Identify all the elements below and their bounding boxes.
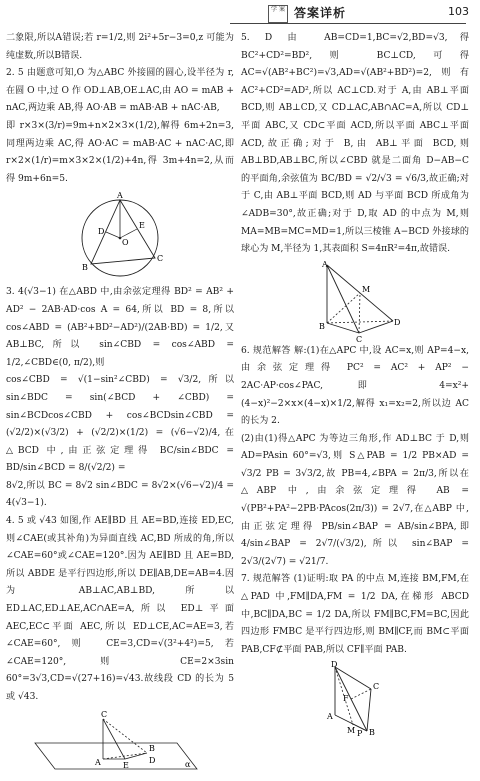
tetrahedron-figure [309,259,401,343]
answer-3-part-2: cos∠CBD = √(1−sin²∠CBD) = √3/2,所以 sin∠BDC = sin(∠BCD + ∠CBD) = sin∠BCDcos∠CBD + cos∠BCDsin∠CBD = (√2/2)×(√3/2) + (√2/2)×(1/2) = (√6−√2)/4,在△BCD 中,由正弦定理得 BC/sin∠BDC = BD/sin∠BCD = 8/(√2/2) = [6,375,234,474]
answer-6-part-1: 6. 规范解答 解:(1)在△APC 中,设 AC=x,则 AP=4−x,由余弦定理得 PC² = AC² + AP² − 2AC·AP·cos∠PAC,即 4=x²+(4−x)²−2×x×(4−x)×1/2,解得 x₁=x₂=2,所以边 AC 的长为 2. [241,345,469,427]
circle-triangle-figure [67,188,173,284]
label-E: E [123,760,129,770]
label-M: M [362,284,371,294]
answer-1-tail: 二象限,所以A错误;若 r=1/2,则 2i²+5r−3=0,z 可能为纯虚数,所以B错误. [6,33,234,61]
parallelogram-figure [25,707,215,781]
label-D: D [98,227,105,237]
page-number: 103 [448,5,469,18]
header-rule [230,23,466,24]
label-alpha: α [185,759,191,769]
label-A: A [327,712,333,722]
label-B: B [319,321,325,331]
label-C: C [101,709,108,719]
label-E: E [139,221,145,231]
label-B: B [369,728,375,738]
label-M: M [347,726,356,736]
header-title: 答案详析 [294,6,347,20]
answer-3-part-1: 3. 4(√3−1) 在△ABD 中,由余弦定理得 BD² = AB² + AD² − 2AB·AD·cos A = 64,所以 BD = 8,所以 cos∠ABD = (AB²+BD²−AD²)/(2AB·BD) = 1/2,又 AB⊥BC,所以 sin∠CBD = cos∠ABD = 1/2,∠CBD∈(0, π/2),则 [6,287,234,368]
label-A: A [95,757,101,767]
label-D: D [331,660,338,670]
answer-2-part-2: 即 r×3×(3/r)=9m+n×2×3×(1/2),解得 6m+2n=3,同理两边乘 AC,得 AO·AC = mAB·AC + nAC·AC,即 r×2×(1/r)=m×3×2×(1/2)+4n,得 3m+4n=2,从而得 9m+6n=5. [6,120,234,184]
label-P: P [357,729,363,738]
label-B: B [82,263,88,273]
answer-2-part-1: 2. 5 由题意可知,O 为△ABC 外接圆的圆心,设半径为 r,在圆 O 中,过 O 作 OD⊥AB,OE⊥AC,由 AO = mAB + nAC,两边乘 AB,得 AO·AB = mAB·AB + nAC·AB, [6,68,234,114]
label-D: D [149,755,156,765]
answer-7: 7. 规范解答 (1)证明:取 PA 的中点 M,连接 BM,FM,在△PAD 中,FM∥DA,FM = 1/2 DA,在梯形 ABCD 中,BC∥DA,BC = 1/2 DA,所以 FM∥BC,FM=BC,因此四边形 FMBC 是平行四边形,则 BM∥CF,而 BM⊂平面 PAB,CF⊄平面 PAB,所以 CF∥平面 PAB. [241,574,469,655]
label-C: C [157,254,164,264]
left-column [6,30,234,781]
answer-5: 5. D 由 AB=CD=1,BC=√2,BD=√3,得 BC²+CD²=BD²,则 BC⊥CD,可得 AC=√(AB²+BC²)=√3,AD=√(AB²+BD²)=2,则有 AC²+CD²=AD²,所以 AC⊥CD.对于 A,由 AB⊥平面 BCD,则 AB⊥CD,又 CD⊥AC,AB∩AC=A,所以 CD⊥平面 ABC,又 CD⊂平面 ACD,所以平面 ABC⊥平面 ACD,故正确;对于 B,由 AB⊥平面 BCD,则 AB⊥BD,AB⊥BC,所以∠CBD 就是二面角 D−AB−C 的平面角,余弦值为 BC/BD = √2/√3 = √6/3,故正确;对于 C,由 AB⊥平面 BCD,则 AD 与平面 BCD 所成角为∠ADB=30°,故正确;对于 D,取 AD 的中点为 M,则 MA=MB=MC=MD=1,所以三棱锥 A−BCD 外接球的球心为 M,半径为 1,其表面积 S=4πR²=4π,故错误. [241,33,469,255]
right-column [241,30,469,737]
page-header [0,0,480,26]
answer-6-part-2: (2)由(1)得△APC 为等边三角形,作 AD⊥BC 于 D,则 AD=PAsin 60°=√3,则 S△PAB = 1/2 PB×AD = √3/2 PB = 3√3/2,故 PB=4,∠BPA = 2π/3,所以在△ABP 中,由余弦定理得 AB = √(PB²+PA²−2PB·PAcos(2π/3)) = 2√7,在△ABP 中,由正弦定理得 PB/sin∠BAP = AB/sin∠BPA,即 4/sin∠BAP = 2√7/(√3/2),所以 sin∠BAP = 2√3/(2√7) = √21/7. [241,433,469,567]
label-F: F [343,694,349,704]
label-B: B [149,743,155,753]
label-D: D [394,317,401,327]
label-O: O [122,238,129,248]
answer-3-part-3: 8√2,所以 BC = 8√2 sin∠BDC = 8√2×(√6−√2)/4 = 4(√3−1). [6,480,234,509]
pyramid-figure [315,659,395,737]
label-C: C [356,334,363,343]
answer-4: 4. 5 或 √43 如图,作 AE∥BD 且 AE=BD,连接 ED,EC,则∠CAE(或其补角)为异面直线 AC,BD 所成的角,所以∠CAE=60°或∠CAE=120°.因为 AE∥BD 且 AE=BD,所以 ABDE 是平行四边形,所以 DE∥AB,DE=AB=4.因为 AB⊥AC,AB⊥BD,所以 ED⊥AC,ED⊥AE,AC∩AE=A,所以 ED⊥平面 AEC,EC⊂平面 AEC,所以 ED⊥CE,AC=AE=3,若∠CAE=60°,则 CE=3,CD=√(3²+4²)=5,若∠CAE=120°,则 CE=2×3sin 60°=3√3,CD=√(27+16)=√43.故线段 CD 的长为 5 或 √43. [6,516,234,702]
label-C: C [373,682,380,692]
label-A: A [117,191,123,201]
logo-icon: 学 案 [268,5,288,23]
label-A: A [322,259,328,269]
